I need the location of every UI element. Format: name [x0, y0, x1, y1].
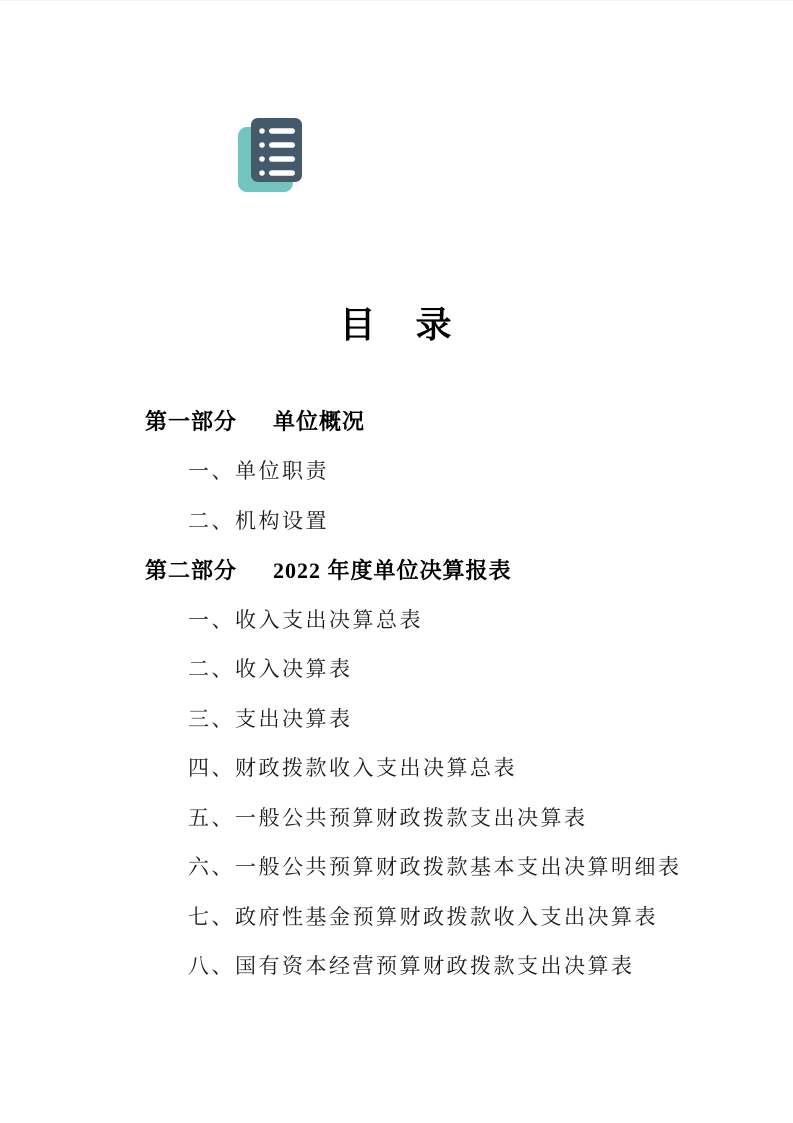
toc-entry-label: 一、单位职责	[188, 459, 329, 484]
toc-entry	[145, 842, 745, 892]
toc-entry	[145, 693, 745, 743]
toc-entry-label: 七、政府性基金预算财政拨款收入支出决算表	[188, 904, 658, 929]
section-title: 单位概况	[273, 409, 366, 435]
section-label: 第二部分	[145, 557, 238, 583]
section-title: 2022 年度单位决算报表	[273, 557, 512, 583]
toc-entry-label: 八、国有资本经营预算财政拨款支出决算表	[188, 954, 635, 979]
toc-entry-label: 五、一般公共预算财政拨款支出决算表	[188, 805, 588, 830]
toc-entry-label: 三、支出决算表	[188, 706, 353, 731]
toc-entry	[145, 644, 745, 694]
table-of-contents	[145, 396, 745, 990]
toc-entry-label: 六、一般公共预算财政拨款基本支出决算明细表	[188, 855, 682, 880]
toc-section-heading-2	[145, 545, 745, 595]
page-title: 目 录	[339, 304, 454, 345]
toc-entry	[145, 743, 745, 793]
toc-entry	[145, 941, 745, 991]
toc-entry	[145, 446, 745, 496]
toc-section-heading-1	[145, 396, 745, 446]
toc-entry	[145, 891, 745, 941]
notebook-list-icon	[238, 118, 302, 192]
toc-entry-label: 一、收入支出决算总表	[188, 607, 423, 632]
toc-entry	[145, 495, 745, 545]
toc-entry	[145, 792, 745, 842]
toc-entry	[145, 594, 745, 644]
toc-entry-label: 四、财政拨款收入支出决算总表	[188, 756, 517, 781]
section-label: 第一部分	[145, 409, 238, 435]
toc-entry-label: 二、机构设置	[188, 508, 329, 533]
toc-entry-label: 二、收入决算表	[188, 657, 353, 682]
